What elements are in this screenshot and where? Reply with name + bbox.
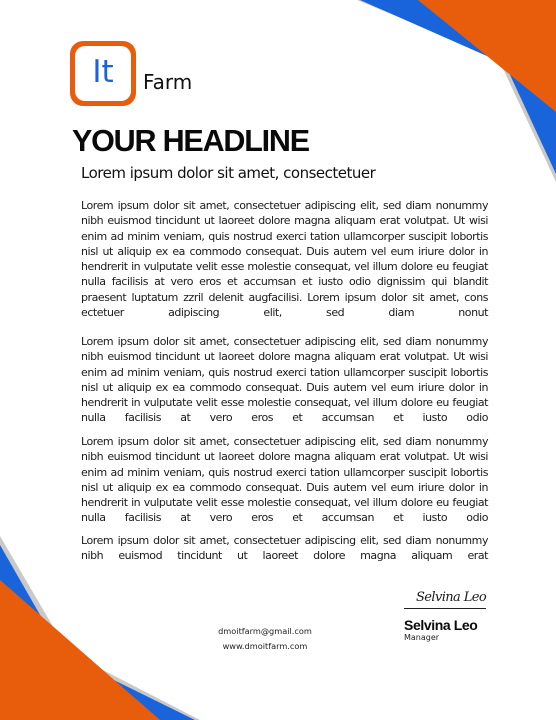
- bottom-left-orange-triangle: [0, 580, 160, 720]
- logo-wordmark: Farm: [143, 70, 193, 94]
- subheadline: Lorem ipsum dolor sit amet, consectetuer: [81, 164, 376, 182]
- handwritten-signature: Selvina Leo: [416, 590, 487, 605]
- body-paragraph-4: Lorem ipsum dolor sit amet, consectetuer adipiscing elit, sed diam nonummy nibh euismod tincidunt ut laoreet dolore magna aliquam erat: [81, 534, 488, 563]
- signature-line: [404, 608, 486, 609]
- body-paragraph-2: Lorem ipsum dolor sit amet, consectetuer adipiscing elit, sed diam nonummy nibh euismod tincidunt ut laoreet dolore magna aliquam erat volutpat. Ut wisi enim ad minim veniam, quis nostrud exerci tation ullamcorper suscipit lobortis nisl ut aliquip ex ea commodo consequat. Duis autem vel eum iriure dolor in hendrerit in vulputate velit esse molestie consequat, vel illum dolore eu feugiat nulla facilisis at vero eros et accumsan et iusto odio: [81, 335, 488, 425]
- body-paragraph-3: Lorem ipsum dolor sit amet, consectetuer adipiscing elit, sed diam nonummy nibh euismod tincidunt ut laoreet dolore magna aliquam erat volutpat. Ut wisi enim ad minim veniam, quis nostrud exerci tation ullamcorper suscipit lobortis nisl ut aliquip ex ea commodo consequat. Duis autem vel eum iriure dolor in hendrerit in vulputate velit esse molestie consequat, vel illum dolore eu feugiat nulla facilisis at vero eros et accumsan et iusto odio: [81, 435, 488, 525]
- contact-website[interactable]: www.dmoitfarm.com: [222, 641, 308, 651]
- contact-email[interactable]: dmoitfarm@gmail.com: [218, 626, 312, 636]
- headline: YOUR HEADLINE: [72, 124, 309, 158]
- body-paragraph-1: Lorem ipsum dolor sit amet, consectetuer adipiscing elit, sed diam nonummy nibh euismod tincidunt ut laoreet dolore magna aliquam erat volutpat. Ut wisi enim ad minim veniam, quis nostrud exerci tation ullamcorper suscipit lobortis nisl ut aliquip ex ea commodo consequat. Duis autem vel eum iriure dolor in hendrerit in vulputate velit esse molestie consequat, vel illum dolore eu feugiat nulla facilisis at vero eros et accumsan et iusto odio dignissim qui blandit praesent luptatum zzril delenit augfacilisi. Lorem ipsum dolor sit amet, cons ectetuer adipiscing elit, sed diam nonut: [81, 199, 488, 320]
- signer-title: Manager: [404, 633, 440, 642]
- it-farm-logo-icon: [70, 41, 136, 106]
- logo-mark: It: [75, 46, 131, 101]
- signer-name: Selvina Leo: [404, 617, 478, 633]
